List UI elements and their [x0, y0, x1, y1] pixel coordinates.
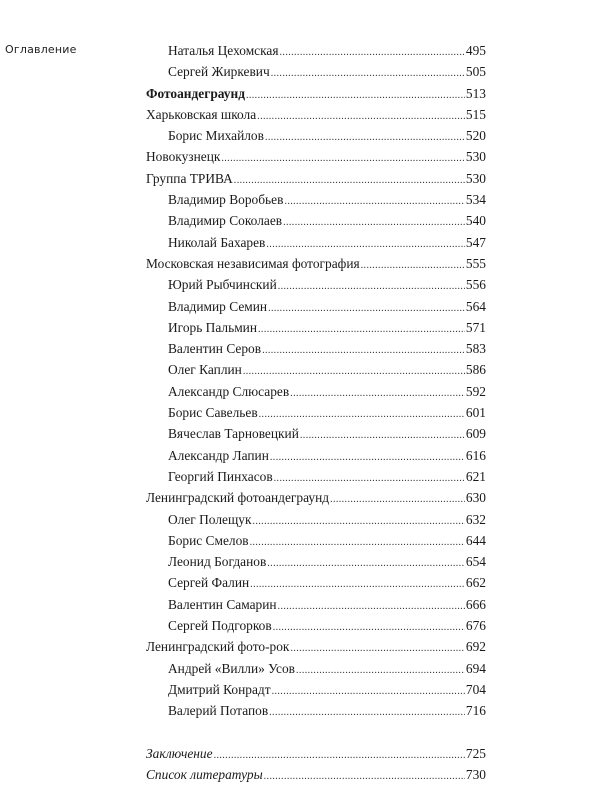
toc-entry[interactable]	[146, 764, 486, 785]
toc-entry[interactable]	[146, 381, 486, 402]
toc-entry[interactable]	[146, 338, 486, 359]
toc-entry[interactable]	[146, 530, 486, 551]
toc-leader-dots	[280, 42, 465, 63]
toc-leader-dots	[234, 170, 465, 191]
toc-entry-page: 601	[465, 405, 486, 421]
toc-entry[interactable]	[146, 679, 486, 700]
toc-entry[interactable]	[146, 61, 486, 82]
toc-entry[interactable]	[146, 615, 486, 636]
toc-entry-title: Вячеслав Тарновецкий	[168, 426, 299, 442]
toc-leader-dots	[262, 340, 465, 361]
toc-leader-dots	[272, 681, 465, 702]
toc-entry-page: 616	[465, 447, 486, 463]
toc-leader-dots	[264, 766, 465, 787]
toc-entry[interactable]	[146, 743, 486, 764]
toc-entry-title: Заключение	[146, 745, 213, 761]
toc-leader-dots	[290, 638, 464, 659]
toc-leader-dots	[283, 212, 465, 233]
toc-leader-dots	[284, 191, 464, 212]
toc-entry-title: Владимир Воробьев	[168, 192, 284, 208]
toc-entry-title: Группа ТРИВА	[146, 170, 233, 186]
toc-leader-dots	[252, 511, 464, 532]
toc-entry[interactable]	[146, 274, 486, 295]
toc-leader-dots	[269, 702, 465, 723]
table-of-contents	[146, 40, 486, 785]
toc-entry[interactable]	[146, 423, 486, 444]
toc-entry-title: Валентин Самарин	[168, 596, 277, 612]
toc-leader-dots	[258, 319, 465, 340]
toc-entry-page: 520	[465, 128, 486, 144]
running-head: Оглавление	[5, 43, 77, 56]
toc-leader-dots	[265, 127, 465, 148]
toc-entry[interactable]	[146, 83, 486, 104]
toc-entry[interactable]	[146, 296, 486, 317]
toc-entry[interactable]	[146, 168, 486, 189]
toc-entry-title: Дмитрий Конрадт	[168, 681, 271, 697]
toc-entry-title: Ленинградский фотоандеграунд	[146, 490, 330, 506]
toc-leader-dots	[273, 617, 465, 638]
toc-leader-dots	[221, 148, 465, 169]
toc-entry-title: Ленинградский фото-рок	[146, 639, 290, 655]
toc-entry[interactable]	[146, 509, 486, 530]
toc-leader-dots	[300, 425, 465, 446]
toc-entry-page: 505	[465, 64, 486, 80]
toc-entry-page: 630	[465, 490, 486, 506]
toc-entry-title: Московская независимая фотография	[146, 255, 360, 271]
toc-entry-title: Список литературы	[146, 766, 263, 782]
toc-entry-title: Сергей Подгорков	[168, 618, 272, 634]
toc-entry-title: Валерий Потапов	[168, 703, 269, 719]
toc-entry-title: Юрий Рыбчинский	[168, 277, 277, 293]
toc-leader-dots	[214, 745, 465, 766]
toc-entry-page: 666	[465, 596, 486, 612]
toc-entry-page: 730	[465, 766, 486, 782]
toc-entry-title: Игорь Пальмин	[168, 319, 258, 335]
toc-spacer	[146, 722, 486, 743]
toc-entry[interactable]	[146, 700, 486, 721]
toc-entry[interactable]	[146, 402, 486, 423]
toc-leader-dots	[267, 553, 465, 574]
toc-entry-page: 495	[465, 43, 486, 58]
toc-entry-page: 621	[465, 468, 486, 484]
toc-entry-title: Валентин Серов	[168, 341, 262, 357]
toc-entry-page: 654	[465, 554, 486, 570]
toc-entry-page: 632	[465, 511, 486, 527]
toc-entry[interactable]	[146, 40, 486, 61]
toc-leader-dots	[361, 255, 465, 276]
toc-entry-title: Борис Савельев	[168, 405, 258, 421]
toc-entry-page: 547	[465, 234, 486, 250]
toc-entry[interactable]	[146, 253, 486, 274]
toc-entry-title: Олег Полещук	[168, 511, 252, 527]
toc-entry-title: Харьковская школа	[146, 106, 257, 122]
toc-entry-page: 716	[465, 703, 486, 719]
toc-entry-title: Наталья Цехомская	[168, 43, 279, 58]
toc-entry-page: 694	[465, 660, 486, 676]
toc-entry[interactable]	[146, 189, 486, 210]
toc-entry-page: 530	[465, 149, 486, 165]
toc-entry-page: 556	[465, 277, 486, 293]
toc-entry-title: Андрей «Вилли» Усов	[168, 660, 296, 676]
toc-leader-dots	[274, 468, 465, 489]
toc-entry-page: 586	[465, 362, 486, 378]
toc-entry[interactable]	[146, 445, 486, 466]
toc-entry[interactable]	[146, 210, 486, 231]
toc-entry-page: 592	[465, 383, 486, 399]
toc-entry-page: 540	[465, 213, 486, 229]
toc-entry-title: Сергей Фалин	[168, 575, 250, 591]
toc-leader-dots	[271, 63, 465, 84]
toc-entry[interactable]	[146, 125, 486, 146]
toc-leader-dots	[270, 447, 465, 468]
toc-entry-page: 513	[465, 85, 486, 101]
toc-entry-page: 583	[465, 341, 486, 357]
toc-entry-title: Сергей Жиркевич	[168, 64, 270, 80]
toc-entry-title: Владимир Соколаев	[168, 213, 283, 229]
toc-entry-page: 644	[465, 532, 486, 548]
toc-entry[interactable]	[146, 104, 486, 125]
toc-entry-title: Георгий Пинхасов	[168, 468, 273, 484]
toc-entry-title: Фотоандеграунд	[146, 85, 245, 101]
toc-entry-page: 555	[465, 255, 486, 271]
toc-leader-dots	[278, 596, 465, 617]
toc-leader-dots	[246, 85, 465, 106]
toc-entry-page: 571	[465, 319, 486, 335]
toc-entry-title: Олег Каплин	[168, 362, 242, 378]
toc-entry-page: 704	[465, 681, 486, 697]
toc-leader-dots	[250, 574, 465, 595]
toc-entry[interactable]	[146, 658, 486, 679]
toc-entry-title: Александр Слюсарев	[168, 383, 290, 399]
toc-entry[interactable]	[146, 636, 486, 657]
toc-leader-dots	[278, 276, 465, 297]
toc-entry-title: Леонид Богданов	[168, 554, 267, 570]
toc-entry-page: 692	[465, 639, 486, 655]
toc-entry-page: 530	[465, 170, 486, 186]
toc-entry-page: 515	[465, 106, 486, 122]
toc-entry-title: Владимир Семин	[168, 298, 268, 314]
toc-entry-title: Борис Михайлов	[168, 128, 264, 144]
toc-entry[interactable]	[146, 487, 486, 508]
toc-entry-page: 564	[465, 298, 486, 314]
toc-entry-title: Борис Смелов	[168, 532, 249, 548]
toc-leader-dots	[296, 660, 465, 681]
toc-leader-dots	[266, 234, 465, 255]
toc-entry[interactable]	[146, 232, 486, 253]
toc-entry-title: Новокузнецк	[146, 149, 221, 165]
toc-entry[interactable]	[146, 551, 486, 572]
toc-leader-dots	[257, 106, 465, 127]
toc-leader-dots	[250, 532, 465, 553]
toc-entry-title: Николай Бахарев	[168, 234, 266, 250]
toc-entry-page: 609	[465, 426, 486, 442]
toc-entry-page: 534	[465, 192, 486, 208]
toc-leader-dots	[290, 383, 465, 404]
toc-entry[interactable]	[146, 317, 486, 338]
toc-leader-dots	[259, 404, 465, 425]
toc-entry-title: Александр Лапин	[168, 447, 269, 463]
toc-leader-dots	[268, 298, 465, 319]
toc-entry[interactable]	[146, 359, 486, 380]
toc-entry-page: 725	[465, 745, 486, 761]
toc-entry[interactable]	[146, 146, 486, 167]
toc-entry[interactable]	[146, 594, 486, 615]
toc-entry[interactable]	[146, 466, 486, 487]
toc-leader-dots	[330, 489, 465, 510]
toc-entry-page: 676	[465, 618, 486, 634]
toc-entry[interactable]	[146, 572, 486, 593]
toc-entry-page: 662	[465, 575, 486, 591]
toc-leader-dots	[243, 361, 465, 382]
